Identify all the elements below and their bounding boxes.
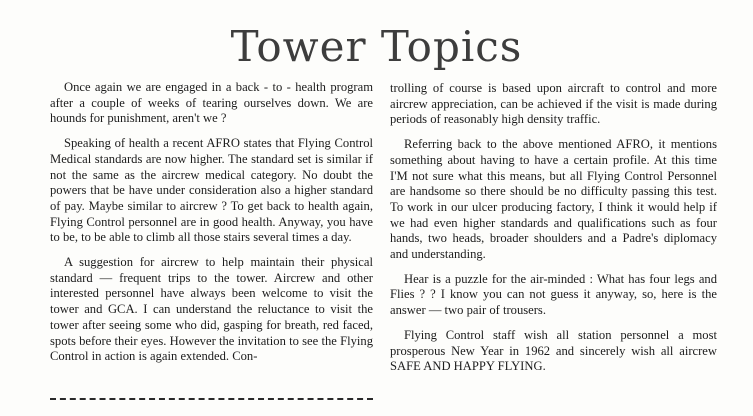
dashed-divider [50, 398, 373, 400]
paragraph-puzzle: Hear is a puzzle for the air-minded : What has four legs and Flies ? ? I know you can not guess it anyway, so, here is the answer — two pair of trousers. [390, 271, 717, 318]
paragraph-new-year: Flying Control staff wish all station personnel a most prosperous New Year in 1962 and sincerely wish all aircrew SAFE AND HAPPY FLYING. [390, 327, 717, 374]
paragraph-suggestion: A suggestion for aircrew to help maintain their physical standard — frequent trips to the tower. Aircrew and other interested personnel have always been welcome to visit the tower and GCA. I can understand the reluctance to visit the tower after seeing some who did, gasping for breath, red faced, spots before their eyes. However the invitation to see the Flying Control in action is again extended. Con- [50, 255, 373, 364]
page-title: Tower Topics [230, 22, 523, 71]
paragraph-profile: Referring back to the above mentioned AFRO, it mentions something about having to have a certain profile. At this time I'M not sure what this means, but all Flying Control Personnel are handsome so there should be no difficulty passing this test. To work in our ulcer producing factory, I think it would help if we had even higher standards and qualifications such as four hands, two heads, broader shoulders and a Padre's diplomacy and understanding. [390, 137, 717, 262]
paragraph-continuation: trolling of course is based upon aircraft to control and more aircrew appreciation, can be achieved if the visit is made during periods of reasonably high density traffic. [390, 81, 717, 127]
paragraph-intro: Once again we are engaged in a back - to - health program after a couple of weeks of tearing ourselves down. We are hounds for punishment, aren't we ? [50, 80, 373, 126]
right-column [390, 81, 717, 384]
left-column [50, 80, 373, 374]
paragraph-health-standards: Speaking of health a recent AFRO states that Flying Control Medical standards are now higher. The standard set is similar if not the same as the aircrew medical category. No doubt the powers that be have under consideration also a higher standard of pay. Maybe similar to aircrew ? To get back to health again, Flying Control personnel are in good health. Anyway, you have to be, to be able to climb all those stairs several times a day. [50, 136, 373, 245]
